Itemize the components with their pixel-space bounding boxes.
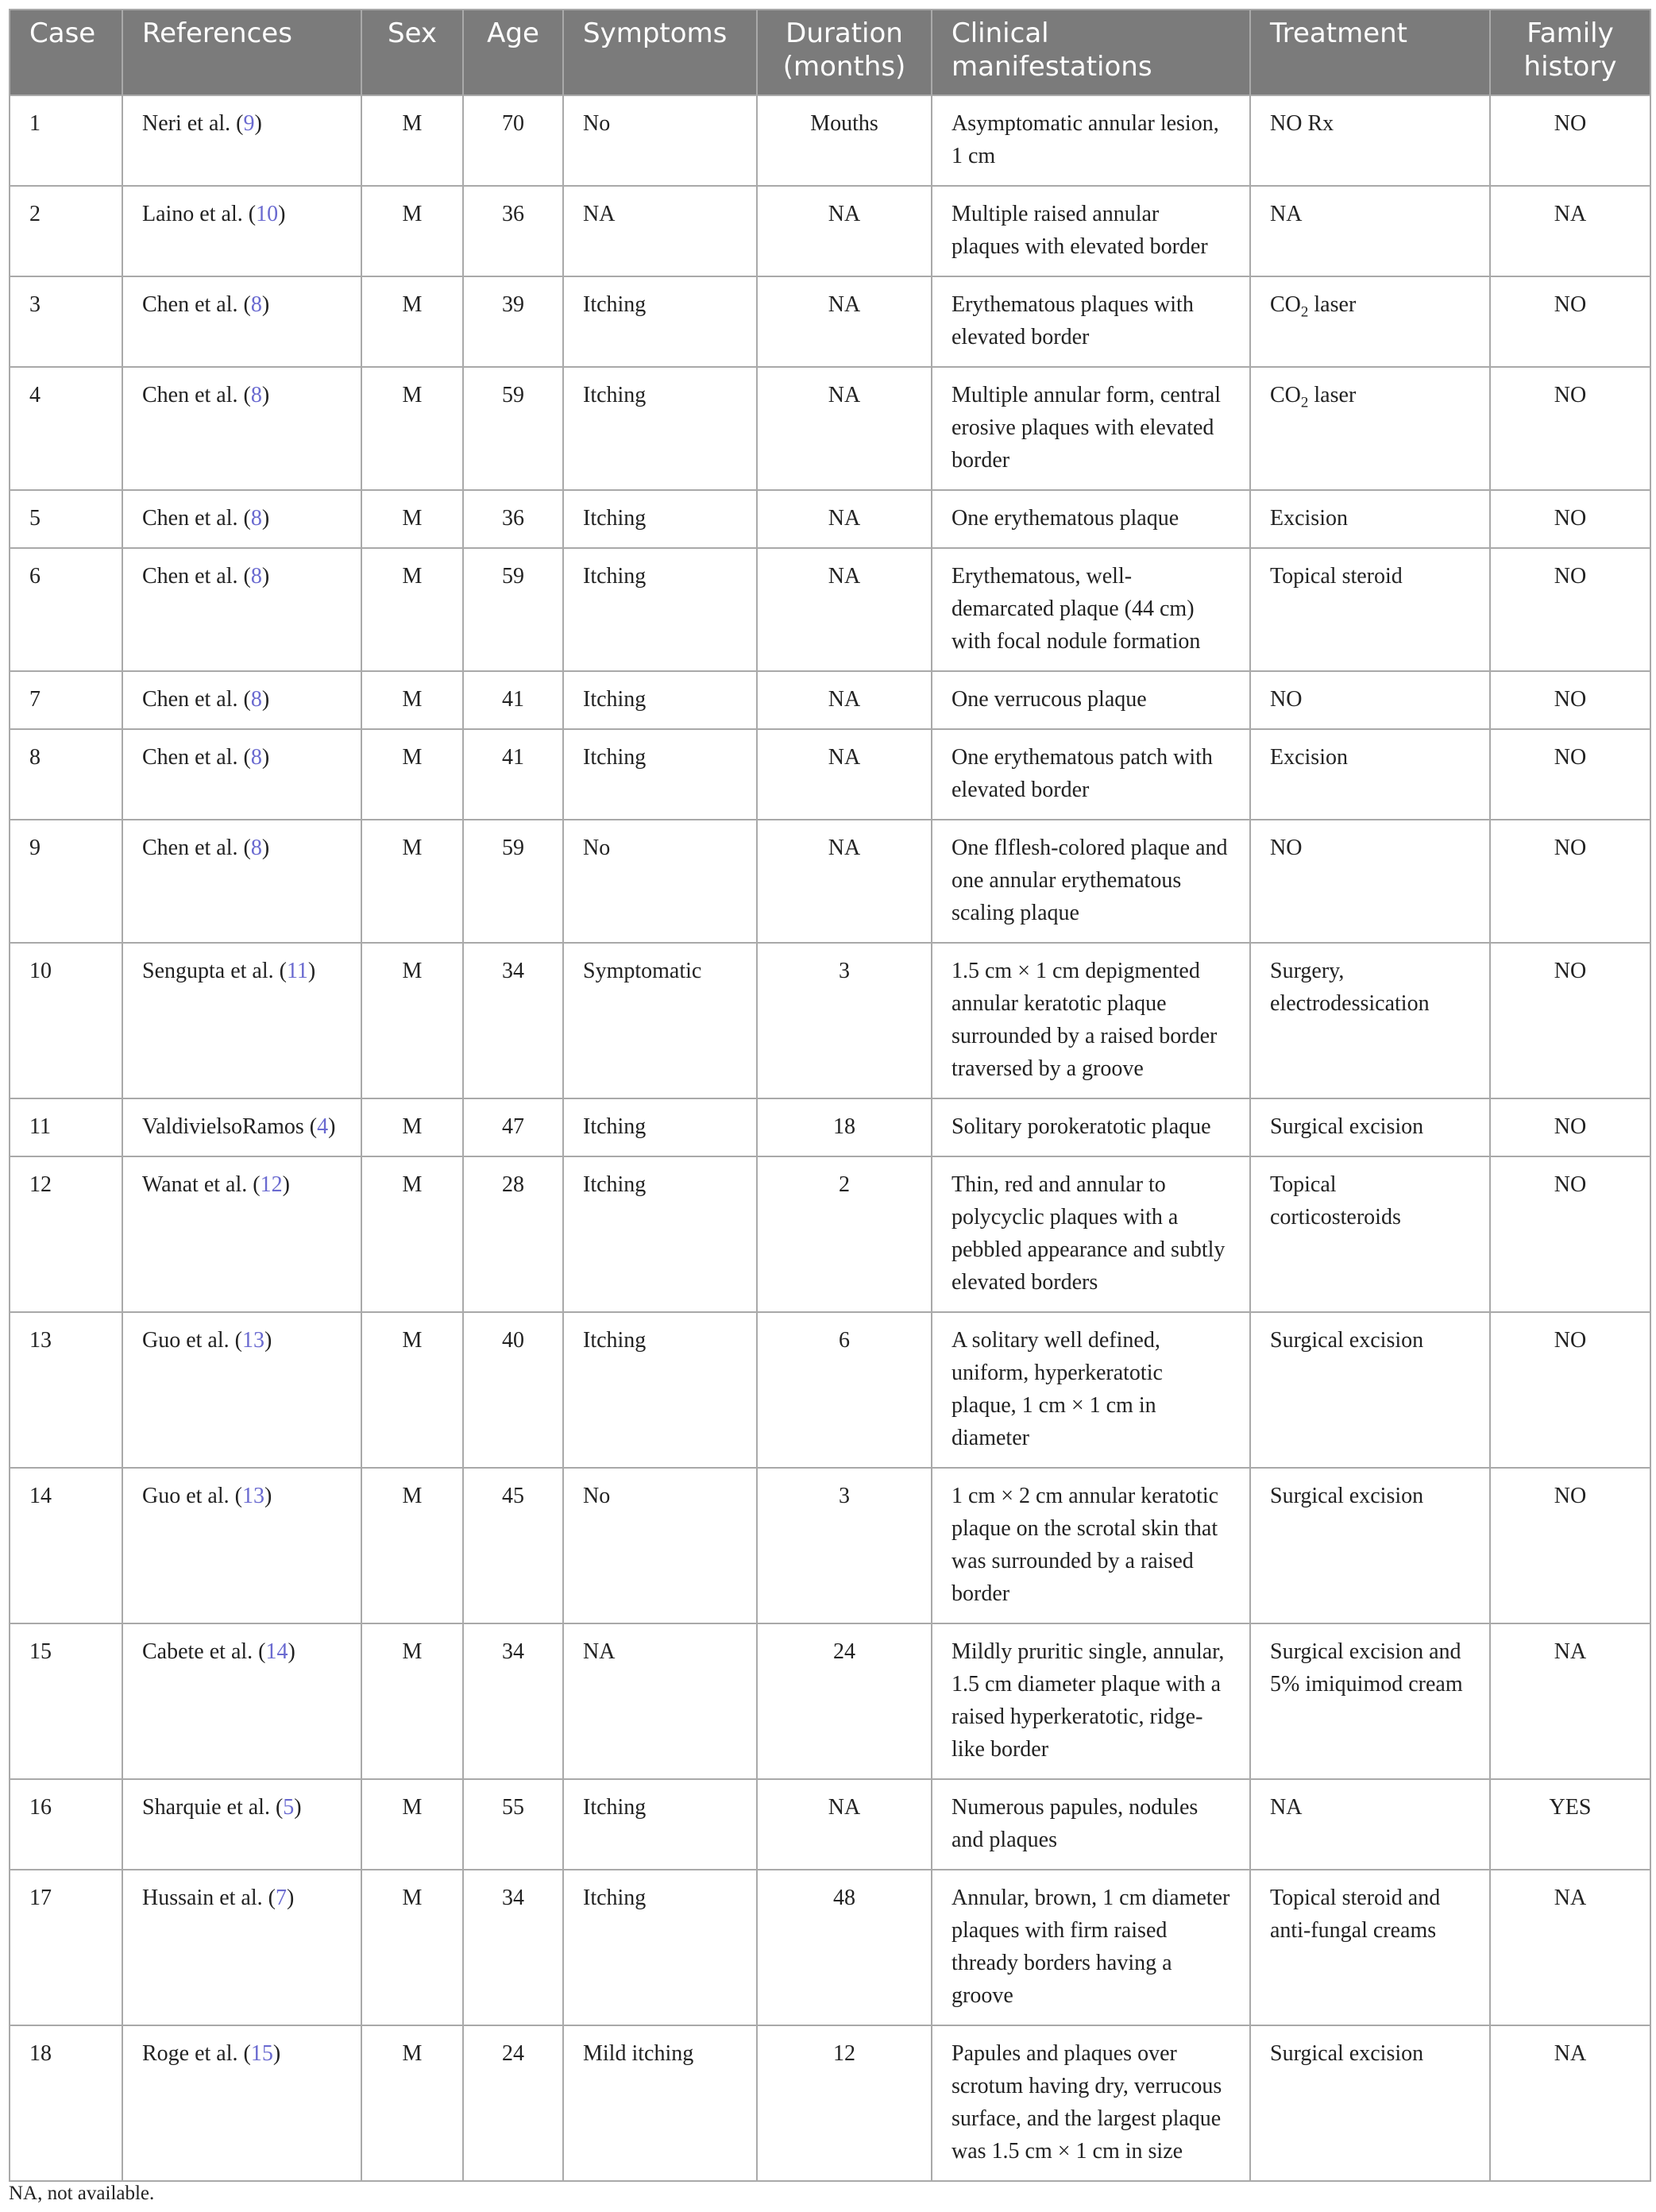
- cell-age: 36: [463, 186, 563, 276]
- cell-duration: NA: [757, 729, 932, 820]
- cell-treatment: Topical corticosteroids: [1250, 1156, 1490, 1312]
- reference-link[interactable]: 8: [250, 687, 262, 712]
- reference-author: Chen et al.: [142, 383, 238, 407]
- cell-sex: M: [361, 1779, 463, 1870]
- cell-references: Laino et al. (10): [122, 186, 361, 276]
- reference-author: Cabete et al.: [142, 1639, 253, 1664]
- cell-duration: NA: [757, 276, 932, 367]
- cell-age: 40: [463, 1312, 563, 1468]
- cell-duration: NA: [757, 671, 932, 729]
- cell-symptoms: Itching: [563, 1779, 757, 1870]
- cell-duration: 6: [757, 1312, 932, 1468]
- reference-link[interactable]: 8: [250, 836, 262, 860]
- table-row: [10, 276, 1650, 367]
- cell-references: Wanat et al. (12): [122, 1156, 361, 1312]
- cell-family-history: NO: [1490, 548, 1650, 671]
- cell-treatment: $CO_2$ laser: [1250, 276, 1490, 367]
- cell-case: 3: [10, 276, 122, 367]
- reference-author: Sharquie et al.: [142, 1795, 270, 1820]
- reference-author: Chen et al.: [142, 506, 238, 531]
- cell-treatment: NA: [1250, 186, 1490, 276]
- cell-family-history: NA: [1490, 186, 1650, 276]
- cell-symptoms: Mild itching: [563, 2025, 757, 2181]
- cell-duration: 3: [757, 943, 932, 1098]
- header-treatment: Treatment: [1250, 10, 1490, 95]
- cell-duration: 12: [757, 2025, 932, 2181]
- cell-symptoms: No: [563, 820, 757, 943]
- cell-family-history: NO: [1490, 1098, 1650, 1156]
- cell-references: Sengupta et al. (11): [122, 943, 361, 1098]
- cell-family-history: NA: [1490, 1870, 1650, 2025]
- cell-duration: NA: [757, 186, 932, 276]
- reference-author: ValdivielsoRamos: [142, 1114, 304, 1139]
- cell-references: Neri et al. (9): [122, 95, 361, 186]
- header-family-history: Family history: [1490, 10, 1650, 95]
- cell-treatment: Surgery, electrodessication: [1250, 943, 1490, 1098]
- cell-clinical-manifestations: 1 cm × 2 cm annular keratotic plaque on the scrotal skin that was surrounded by a raised border: [932, 1468, 1250, 1623]
- cell-family-history: NO: [1490, 1468, 1650, 1623]
- cell-symptoms: Itching: [563, 729, 757, 820]
- cell-case: 6: [10, 548, 122, 671]
- cell-treatment: NO: [1250, 820, 1490, 943]
- cell-treatment: Excision: [1250, 490, 1490, 548]
- cell-clinical-manifestations: One flflesh-colored plaque and one annular erythematous scaling plaque: [932, 820, 1250, 943]
- table-row: [10, 1156, 1650, 1312]
- cell-age: 24: [463, 2025, 563, 2181]
- reference-link[interactable]: 7: [275, 1886, 287, 1910]
- reference-link[interactable]: 12: [260, 1172, 283, 1197]
- table-row: [10, 490, 1650, 548]
- table-row: [10, 1312, 1650, 1468]
- header-symptoms: Symptoms: [563, 10, 757, 95]
- cell-sex: M: [361, 671, 463, 729]
- header-age: Age: [463, 10, 563, 95]
- reference-author: Sengupta et al.: [142, 959, 274, 983]
- cell-sex: M: [361, 1468, 463, 1623]
- cell-sex: M: [361, 548, 463, 671]
- table-row: [10, 671, 1650, 729]
- cell-clinical-manifestations: Asymptomatic annular lesion, 1 cm: [932, 95, 1250, 186]
- cell-age: 34: [463, 1623, 563, 1779]
- table-row: [10, 95, 1650, 186]
- cell-clinical-manifestations: Mildly pruritic single, annular, 1.5 cm diameter plaque with a raised hyperkeratotic, ridge-like border: [932, 1623, 1250, 1779]
- cell-case: 13: [10, 1312, 122, 1468]
- cell-age: 59: [463, 367, 563, 490]
- cell-case: 12: [10, 1156, 122, 1312]
- cell-duration: 24: [757, 1623, 932, 1779]
- cell-age: 59: [463, 548, 563, 671]
- reference-link[interactable]: 8: [250, 564, 262, 589]
- cell-case: 7: [10, 671, 122, 729]
- table-row: [10, 1623, 1650, 1779]
- reference-author: Roge et al.: [142, 2041, 238, 2066]
- table-row: [10, 2025, 1650, 2181]
- header-case: Case: [10, 10, 122, 95]
- cell-age: 34: [463, 943, 563, 1098]
- header-sex: Sex: [361, 10, 463, 95]
- cell-age: 70: [463, 95, 563, 186]
- table-row: [10, 186, 1650, 276]
- cell-references: Guo et al. (13): [122, 1468, 361, 1623]
- cell-sex: M: [361, 95, 463, 186]
- cell-case: 11: [10, 1098, 122, 1156]
- cell-case: 18: [10, 2025, 122, 2181]
- cell-sex: M: [361, 490, 463, 548]
- cell-symptoms: Itching: [563, 1870, 757, 2025]
- table-row: [10, 548, 1650, 671]
- cell-references: Chen et al. (8): [122, 729, 361, 820]
- cell-duration: NA: [757, 367, 932, 490]
- reference-author: Neri et al.: [142, 111, 231, 136]
- reference-link[interactable]: 5: [283, 1795, 295, 1820]
- cell-treatment: Topical steroid: [1250, 548, 1490, 671]
- cell-treatment: Surgical excision: [1250, 1098, 1490, 1156]
- cell-treatment: NA: [1250, 1779, 1490, 1870]
- cell-family-history: NO: [1490, 276, 1650, 367]
- table-row: [10, 367, 1650, 490]
- cell-family-history: YES: [1490, 1779, 1650, 1870]
- cell-age: 39: [463, 276, 563, 367]
- cell-age: 55: [463, 1779, 563, 1870]
- reference-author: Chen et al.: [142, 687, 238, 712]
- cell-references: Chen et al. (8): [122, 490, 361, 548]
- cell-case: 15: [10, 1623, 122, 1779]
- reference-link[interactable]: 14: [265, 1639, 288, 1664]
- cell-treatment: NO: [1250, 671, 1490, 729]
- cell-sex: M: [361, 2025, 463, 2181]
- cell-age: 34: [463, 1870, 563, 2025]
- cell-symptoms: No: [563, 1468, 757, 1623]
- cell-duration: 2: [757, 1156, 932, 1312]
- reference-link[interactable]: 13: [241, 1484, 264, 1508]
- cell-symptoms: Symptomatic: [563, 943, 757, 1098]
- cell-case: 17: [10, 1870, 122, 2025]
- cell-case: 10: [10, 943, 122, 1098]
- cell-family-history: NO: [1490, 1156, 1650, 1312]
- cell-family-history: NA: [1490, 2025, 1650, 2181]
- reference-author: Chen et al.: [142, 564, 238, 589]
- reference-link[interactable]: 10: [256, 202, 279, 226]
- header-duration: Duration (months): [757, 10, 932, 95]
- cell-duration: NA: [757, 820, 932, 943]
- cell-family-history: NO: [1490, 490, 1650, 548]
- cell-treatment: NO Rx: [1250, 95, 1490, 186]
- reference-author: Guo et al.: [142, 1328, 230, 1353]
- cell-clinical-manifestations: Solitary porokeratotic plaque: [932, 1098, 1250, 1156]
- case-table-container: [9, 9, 1650, 2182]
- reference-link[interactable]: 8: [250, 383, 262, 407]
- cell-clinical-manifestations: Papules and plaques over scrotum having dry, verrucous surface, and the largest plaque was 1.5 cm × 1 cm in size: [932, 2025, 1250, 2181]
- cell-family-history: NO: [1490, 367, 1650, 490]
- cell-sex: M: [361, 1312, 463, 1468]
- reference-author: Wanat et al.: [142, 1172, 248, 1197]
- reference-link[interactable]: 13: [241, 1328, 264, 1353]
- cell-clinical-manifestations: A solitary well defined, uniform, hyperkeratotic plaque, 1 cm × 1 cm in diameter: [932, 1312, 1250, 1468]
- cell-symptoms: No: [563, 95, 757, 186]
- cell-sex: M: [361, 1098, 463, 1156]
- cell-age: 47: [463, 1098, 563, 1156]
- cell-case: 9: [10, 820, 122, 943]
- cell-sex: M: [361, 820, 463, 943]
- cell-clinical-manifestations: Erythematous plaques with elevated border: [932, 276, 1250, 367]
- cell-family-history: NA: [1490, 1623, 1650, 1779]
- cell-symptoms: Itching: [563, 548, 757, 671]
- reference-link[interactable]: 8: [250, 745, 262, 770]
- reference-author: Laino et al.: [142, 202, 243, 226]
- cell-sex: M: [361, 1156, 463, 1312]
- cell-treatment: Excision: [1250, 729, 1490, 820]
- cell-references: Guo et al. (13): [122, 1312, 361, 1468]
- table-body: [10, 95, 1650, 2181]
- cell-treatment: $CO_2$ laser: [1250, 367, 1490, 490]
- cell-symptoms: Itching: [563, 490, 757, 548]
- cell-references: Chen et al. (8): [122, 671, 361, 729]
- reference-link[interactable]: 15: [250, 2041, 273, 2066]
- cell-sex: M: [361, 729, 463, 820]
- cell-duration: 18: [757, 1098, 932, 1156]
- cell-references: ValdivielsoRamos (4): [122, 1098, 361, 1156]
- cell-age: 45: [463, 1468, 563, 1623]
- cell-clinical-manifestations: 1.5 cm × 1 cm depigmented annular keratotic plaque surrounded by a raised border traversed by a groove: [932, 943, 1250, 1098]
- cell-sex: M: [361, 943, 463, 1098]
- cell-family-history: NO: [1490, 943, 1650, 1098]
- cell-duration: NA: [757, 1779, 932, 1870]
- table-row: [10, 820, 1650, 943]
- cell-sex: M: [361, 1623, 463, 1779]
- cell-references: Chen et al. (8): [122, 276, 361, 367]
- cell-case: 1: [10, 95, 122, 186]
- table-row: [10, 1468, 1650, 1623]
- reference-author: Chen et al.: [142, 745, 238, 770]
- table-row: [10, 943, 1650, 1098]
- cell-duration: NA: [757, 548, 932, 671]
- table-header-row: [10, 10, 1650, 95]
- cell-treatment: Surgical excision: [1250, 1468, 1490, 1623]
- table-row: [10, 1779, 1650, 1870]
- cell-references: Chen et al. (8): [122, 548, 361, 671]
- cell-sex: M: [361, 1870, 463, 2025]
- header-clinical-manifestations: Clinical manifestations: [932, 10, 1250, 95]
- cell-sex: M: [361, 186, 463, 276]
- cell-age: 59: [463, 820, 563, 943]
- header-references: References: [122, 10, 361, 95]
- cell-clinical-manifestations: One verrucous plaque: [932, 671, 1250, 729]
- cell-clinical-manifestations: Multiple raised annular plaques with elevated border: [932, 186, 1250, 276]
- reference-author: Guo et al.: [142, 1484, 230, 1508]
- cell-references: Hussain et al. (7): [122, 1870, 361, 2025]
- reference-link[interactable]: 4: [317, 1114, 329, 1139]
- cell-symptoms: Itching: [563, 1312, 757, 1468]
- cell-age: 36: [463, 490, 563, 548]
- cell-references: Cabete et al. (14): [122, 1623, 361, 1779]
- reference-author: Hussain et al.: [142, 1886, 263, 1910]
- cell-clinical-manifestations: One erythematous plaque: [932, 490, 1250, 548]
- reference-link[interactable]: 9: [243, 111, 255, 136]
- case-table: [9, 9, 1651, 2182]
- cell-case: 5: [10, 490, 122, 548]
- cell-family-history: NO: [1490, 95, 1650, 186]
- cell-age: 28: [463, 1156, 563, 1312]
- cell-sex: M: [361, 367, 463, 490]
- cell-symptoms: Itching: [563, 671, 757, 729]
- table-row: [10, 1870, 1650, 2025]
- cell-treatment: Topical steroid and anti-fungal creams: [1250, 1870, 1490, 2025]
- cell-family-history: NO: [1490, 1312, 1650, 1468]
- cell-case: 14: [10, 1468, 122, 1623]
- reference-link[interactable]: 11: [286, 959, 308, 983]
- cell-references: Sharquie et al. (5): [122, 1779, 361, 1870]
- cell-age: 41: [463, 671, 563, 729]
- cell-case: 2: [10, 186, 122, 276]
- cell-family-history: NO: [1490, 671, 1650, 729]
- cell-references: Chen et al. (8): [122, 367, 361, 490]
- table-row: [10, 1098, 1650, 1156]
- cell-duration: Mouths: [757, 95, 932, 186]
- cell-age: 41: [463, 729, 563, 820]
- cell-symptoms: Itching: [563, 367, 757, 490]
- cell-references: Chen et al. (8): [122, 820, 361, 943]
- cell-symptoms: Itching: [563, 1156, 757, 1312]
- cell-family-history: NO: [1490, 820, 1650, 943]
- cell-symptoms: NA: [563, 186, 757, 276]
- cell-duration: 48: [757, 1870, 932, 2025]
- cell-clinical-manifestations: Numerous papules, nodules and plaques: [932, 1779, 1250, 1870]
- cell-duration: 3: [757, 1468, 932, 1623]
- cell-duration: NA: [757, 490, 932, 548]
- cell-clinical-manifestations: Thin, red and annular to polycyclic plaques with a pebbled appearance and subtly elevated borders: [932, 1156, 1250, 1312]
- table-row: [10, 729, 1650, 820]
- cell-references: Roge et al. (15): [122, 2025, 361, 2181]
- reference-link[interactable]: 8: [250, 292, 262, 317]
- cell-symptoms: Itching: [563, 1098, 757, 1156]
- table-footnote: NA, not available.: [9, 2183, 155, 2204]
- reference-author: Chen et al.: [142, 292, 238, 317]
- cell-symptoms: NA: [563, 1623, 757, 1779]
- reference-author: Chen et al.: [142, 836, 238, 860]
- cell-treatment: Surgical excision and 5% imiquimod cream: [1250, 1623, 1490, 1779]
- cell-clinical-manifestations: Annular, brown, 1 cm diameter plaques with firm raised thready borders having a groove: [932, 1870, 1250, 2025]
- cell-case: 8: [10, 729, 122, 820]
- cell-clinical-manifestations: Erythematous, well-demarcated plaque (44 cm) with focal nodule formation: [932, 548, 1250, 671]
- cell-clinical-manifestations: Multiple annular form, central erosive plaques with elevated border: [932, 367, 1250, 490]
- cell-case: 16: [10, 1779, 122, 1870]
- reference-link[interactable]: 8: [250, 506, 262, 531]
- cell-case: 4: [10, 367, 122, 490]
- cell-clinical-manifestations: One erythematous patch with elevated border: [932, 729, 1250, 820]
- cell-treatment: Surgical excision: [1250, 1312, 1490, 1468]
- cell-sex: M: [361, 276, 463, 367]
- cell-family-history: NO: [1490, 729, 1650, 820]
- cell-treatment: Surgical excision: [1250, 2025, 1490, 2181]
- cell-symptoms: Itching: [563, 276, 757, 367]
